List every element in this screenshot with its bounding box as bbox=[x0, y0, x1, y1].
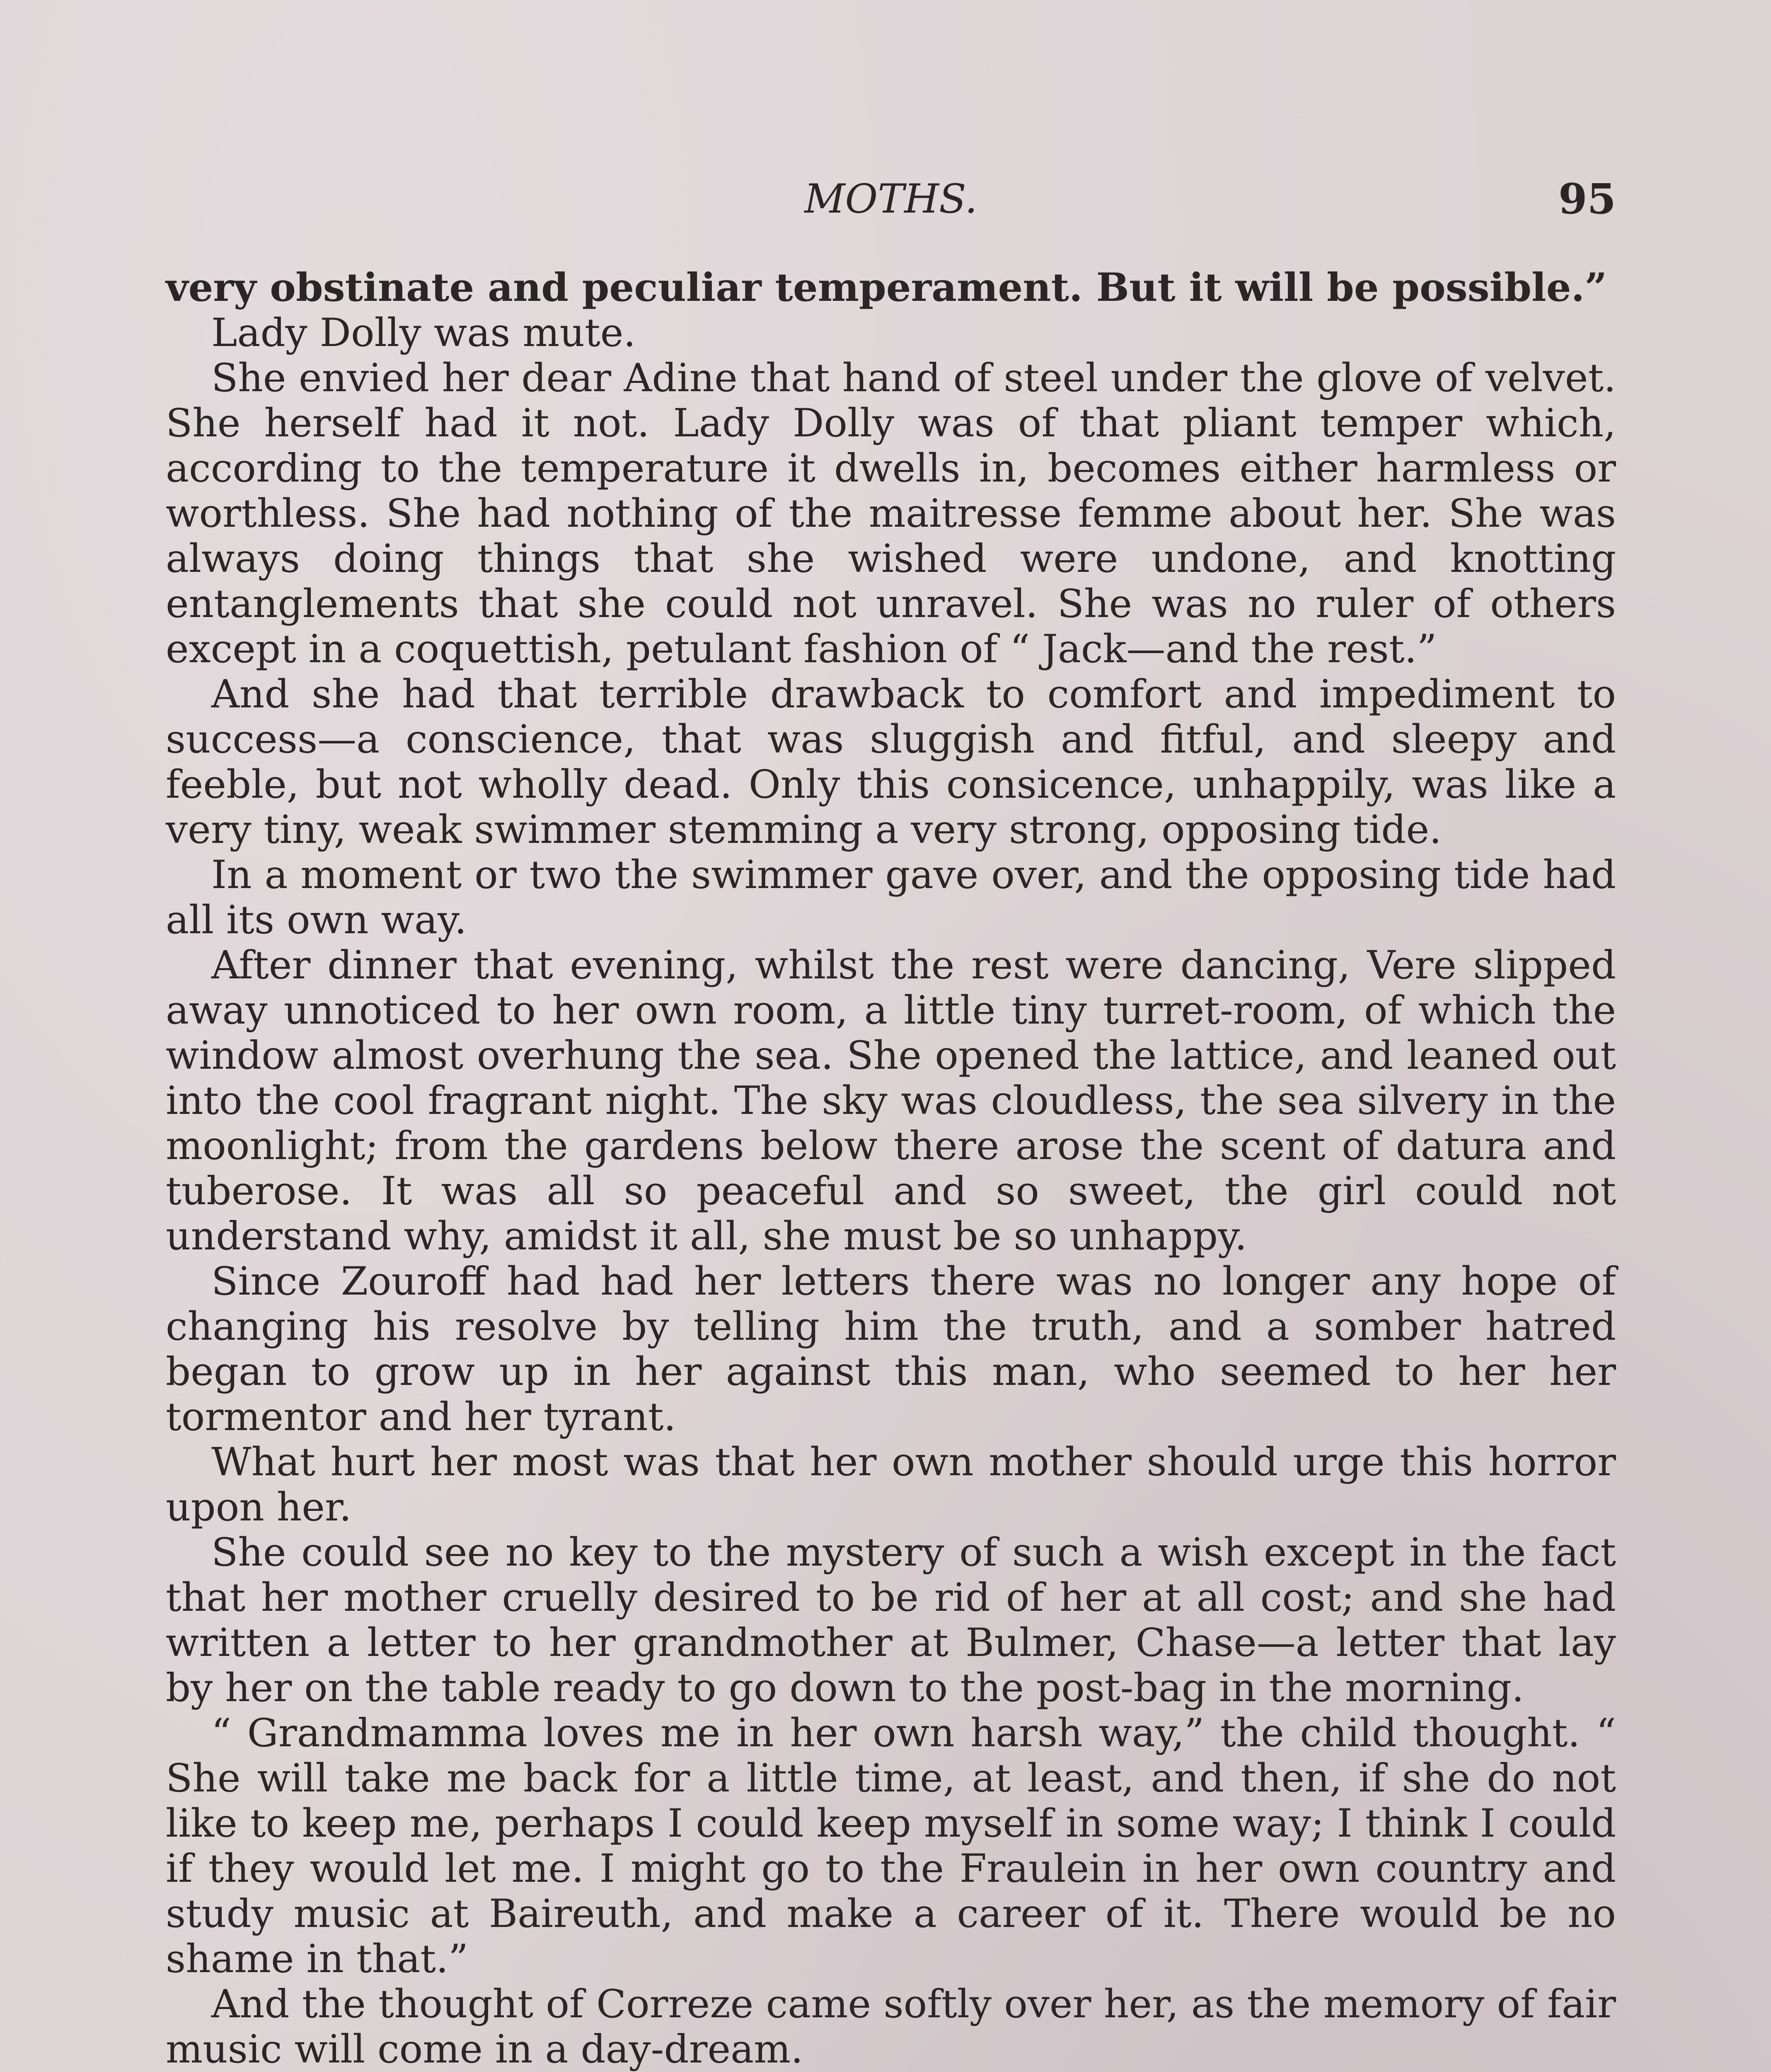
running-head bbox=[166, 174, 1616, 224]
page-number: 95 bbox=[1558, 174, 1616, 223]
paragraph: And she had that terrible drawback to comfort and impediment to success—a conscience, that was sluggish and fitful, and sleepy and feeble, but not wholly dead. Only this consicence, unhappily, was like a very tiny, weak swimmer stemming a very strong, opposing tide. bbox=[166, 672, 1616, 852]
body-text bbox=[166, 265, 1616, 2072]
paragraph: “ Grandmamma loves me in her own harsh way,” the child thought. “ She will take me back for a little time, at least, and then, if she do not like to keep me, perhaps I could keep myself in some way; I think I could if they would let me. I might go to the Fraulein in her own country and study music at Baireuth, and make a career of it. There would be no shame in that.” bbox=[166, 1711, 1616, 1982]
paragraph: And the thought of Correze came softly over her, as the memory of fair music will come in a day-dream. bbox=[166, 1982, 1616, 2072]
paragraph: Lady Dolly was mute. bbox=[211, 310, 636, 356]
paragraph: Since Zouroff had had her letters there was no longer any hope of changing his resolve by telling him the truth, and a somber hatred began to grow up in her against this man, who seemed to her her tormentor and her tyrant. bbox=[166, 1259, 1616, 1440]
paragraph: What hurt her most was that her own mother should urge this horror upon her. bbox=[166, 1440, 1616, 1530]
paragraph: very obstinate and peculiar temperament. But it will be possible.” bbox=[166, 265, 1607, 310]
running-title: MOTHS. bbox=[804, 176, 977, 222]
paragraph: She could see no key to the mystery of such a wish except in the fact that her mother cruelly desired to be rid of her at all cost; and she had written a letter to her grandmother at Bulmer, Chase—a letter that lay by her on the table ready to go down to the post-bag in the morning. bbox=[166, 1530, 1616, 1711]
paragraph: In a moment or two the swimmer gave over, and the opposing tide had all its own way. bbox=[166, 852, 1616, 943]
paragraph: She envied her dear Adine that hand of steel under the glove of velvet. She herself had it not. Lady Dolly was of that pliant temper which, according to the temperature it dwells in, becomes either harmless or worthless. She had nothing of the maitresse femme about her. She was always doing things that she wished were undone, and knotting entanglements that she could not unravel. She was no ruler of others except in a coquettish, petulant fashion of “ Jack—and the rest.” bbox=[166, 356, 1616, 672]
paragraph: After dinner that evening, whilst the rest were dancing, Vere slipped away unnoticed to her own room, a little tiny turret-room, of which the window almost overhung the sea. She opened the lattice, and leaned out into the cool fragrant night. The sky was cloudless, the sea silvery in the moonlight; from the gardens below there arose the scent of datura and tuberose. It was all so peaceful and so sweet, the girl could not understand why, amidst it all, she must be so unhappy. bbox=[166, 943, 1616, 1259]
